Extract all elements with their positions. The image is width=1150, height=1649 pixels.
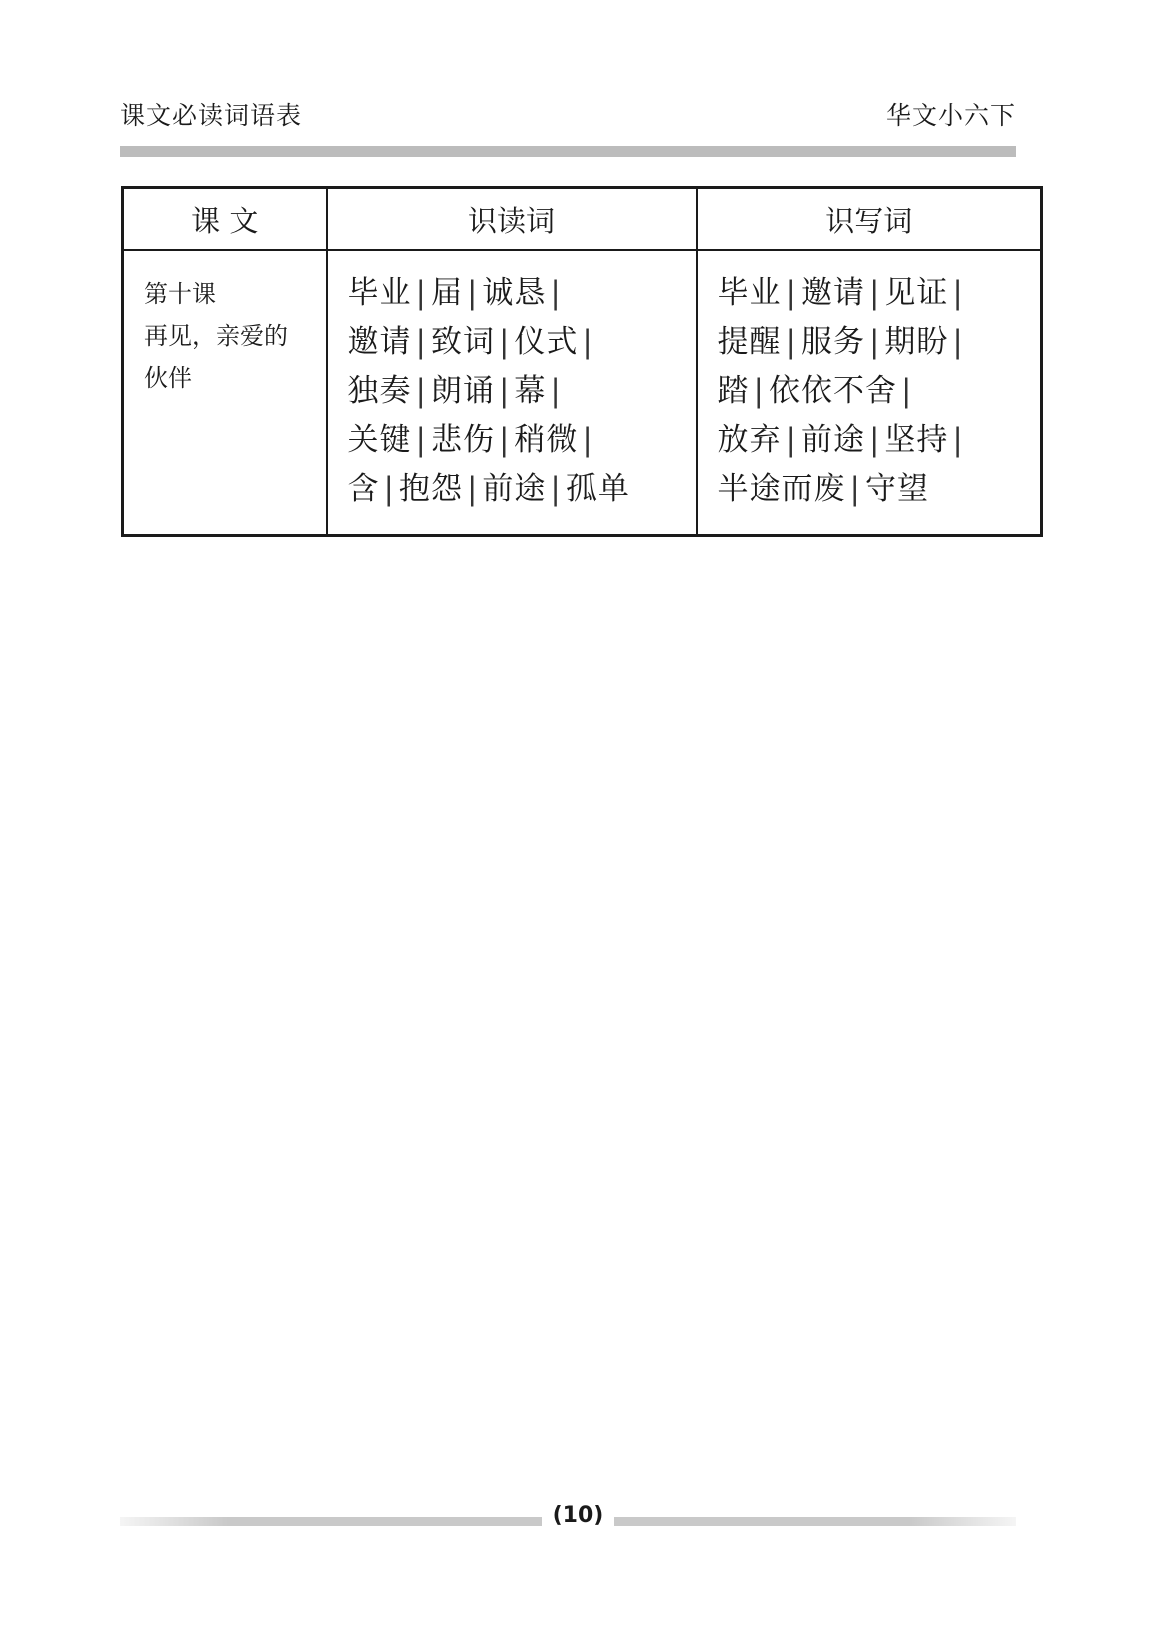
word-separator: | [849,471,861,507]
reading-words-cell [327,250,697,536]
word-separator: | [582,324,594,360]
vocab-word: 幕 [514,373,547,409]
vocab-word: 服务 [800,324,865,360]
vocab-word: 邀请 [347,324,412,360]
word-line [718,269,1041,318]
word-separator: | [785,275,797,311]
word-separator: | [550,471,562,507]
word-separator: | [785,324,797,360]
vocab-word: 踏 [717,373,750,409]
word-separator: | [868,422,881,458]
table-row [123,250,1042,536]
vocab-word: 放弃 [717,422,782,458]
word-separator: | [952,275,964,311]
vocab-word: 依依不舍 [768,373,897,409]
word-separator: | [466,275,479,311]
lesson-cell [123,250,327,536]
word-separator: | [498,324,511,360]
writing-words-cell [697,250,1042,536]
word-separator: | [753,373,765,409]
word-line [718,367,1041,416]
word-line [718,465,1041,514]
vocab-word: 关键 [347,422,412,458]
vocab-word: 含 [347,471,380,507]
word-separator: | [383,471,395,507]
word-line [348,269,696,318]
page-header [120,92,1016,136]
vocab-word: 诚恳 [482,275,547,311]
word-separator: | [415,373,427,409]
word-separator: | [952,422,964,458]
vocab-word: 毕业 [717,275,782,311]
header-lesson: 课 文 [123,188,327,251]
vocab-word: 仪式 [514,324,579,360]
vocab-word: 提醒 [717,324,782,360]
table-header-row [123,188,1042,251]
vocab-word: 前途 [800,422,865,458]
vocab-word: 守望 [864,471,929,507]
word-separator: | [868,324,881,360]
word-separator: | [498,422,511,458]
header-reading-words: 识读词 [327,188,697,251]
word-separator: | [498,373,511,409]
vocabulary-table [121,186,1043,537]
word-line [348,318,696,367]
word-line [348,465,696,514]
vocab-word: 坚持 [884,422,949,458]
page-number: (10) [542,1503,614,1528]
vocab-word: 独奏 [347,373,412,409]
vocab-word: 悲伤 [430,422,495,458]
vocab-word: 致词 [430,324,495,360]
book-title: 华文小六下 [885,101,1016,130]
vocab-word: 毕业 [347,275,412,311]
word-line [348,367,696,416]
lesson-number: 第十课 [144,280,216,308]
vocab-word: 前途 [482,471,547,507]
word-separator: | [900,373,913,409]
word-separator: | [415,275,427,311]
word-line [718,416,1041,465]
word-separator: | [466,471,479,507]
header-writing-words: 识写词 [697,188,1042,251]
vocab-word: 期盼 [884,324,949,360]
word-separator: | [582,422,594,458]
word-separator: | [415,422,427,458]
word-separator: | [868,275,881,311]
vocab-word: 半途而废 [717,471,846,507]
vocab-word: 届 [430,275,463,311]
word-line [718,318,1041,367]
lesson-title-cont: 伙伴 [144,364,192,392]
word-separator: | [952,324,964,360]
vocab-word: 抱怨 [398,471,463,507]
section-title: 课文必读词语表 [120,101,303,130]
word-separator: | [415,324,427,360]
vocab-word: 见证 [884,275,949,311]
vocab-word: 朗诵 [430,373,495,409]
vocab-word: 邀请 [800,275,865,311]
header-divider [120,146,1016,157]
vocab-word: 稍微 [514,422,579,458]
word-separator: | [550,275,562,311]
word-line [348,416,696,465]
page-footer [120,1503,1016,1529]
word-separator: | [550,373,562,409]
vocab-word: 孤单 [565,471,630,507]
word-separator: | [785,422,797,458]
lesson-title: 再见，亲爱的 [144,322,288,350]
